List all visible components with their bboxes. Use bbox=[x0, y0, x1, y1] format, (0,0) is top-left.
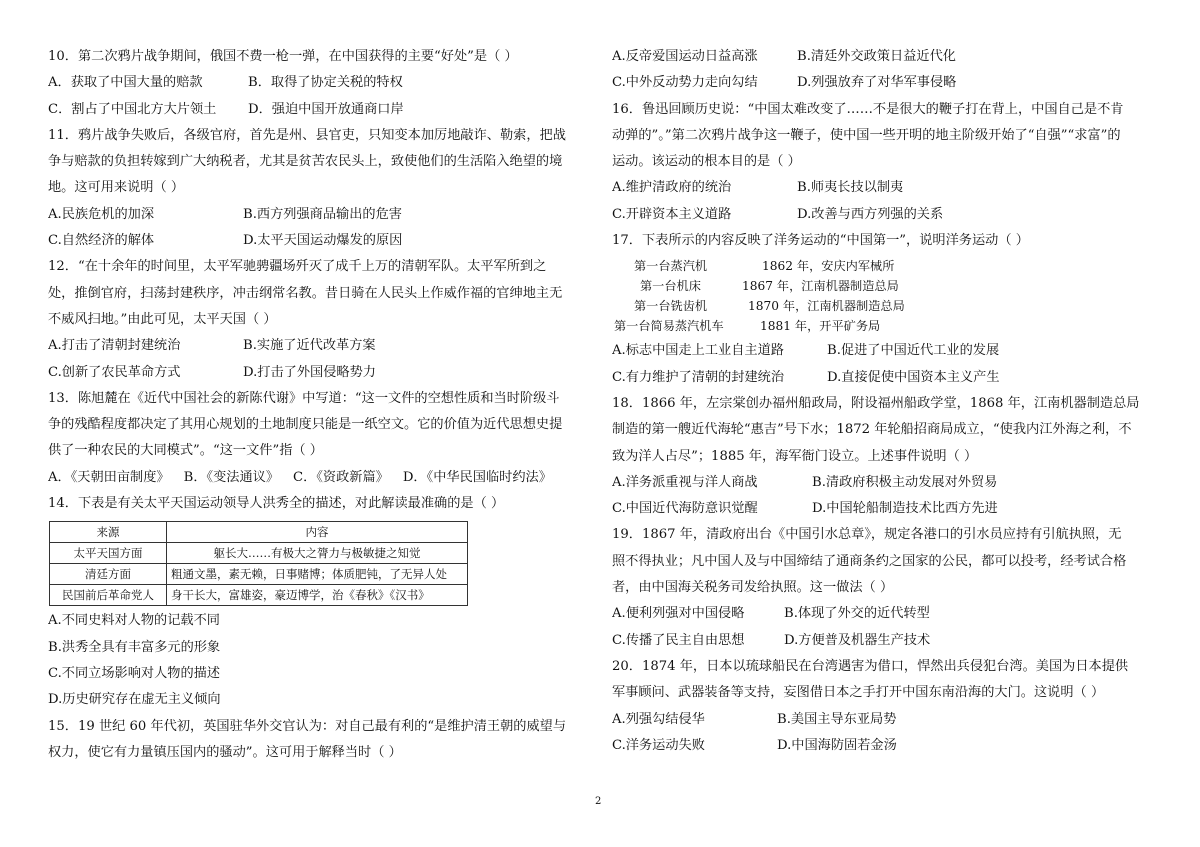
question-stem-line: 13．陈旭麓在《近代中国社会的新陈代谢》中写道：“这一文件的空想性质和当时阶级斗 bbox=[48, 390, 560, 406]
option-a: A．《天朝田亩制度》 bbox=[48, 469, 170, 485]
question-stem-line: 供了一种农民的大同模式”。“这一文件”指（ ） bbox=[48, 443, 323, 459]
question-stem-line: 争的残酷程度都决定了其用心规划的土地制度只能是一纸空文。它的价值为近代思想史提 bbox=[48, 417, 563, 433]
question-stem-line: 动弹的”。”第二次鸦片战争这一鞭子，使中国一些开明的地主阶级开始了“自强”“求富”的 bbox=[612, 127, 1121, 143]
option-row bbox=[612, 628, 1152, 654]
question-stem-line: 运动。该运动的根本目的是（ ） bbox=[612, 154, 801, 170]
question-stem-line: 处，推倒官府，扫荡封建秩序，冲击纲常名教。昔日骑在人民头上作威作福的官绅地主无 bbox=[48, 285, 563, 301]
option-a: A.便利列强对中国侵略 bbox=[612, 606, 745, 622]
question-stem-line: 15．19 世纪 60 年代初，英国驻华外交官认为：对自己最有利的“是维护清王朝的威望与 bbox=[48, 718, 567, 734]
option-b: B.清廷外交政策日益近代化 bbox=[797, 49, 956, 64]
option-d: D.中国轮船制造技术比西方先进 bbox=[812, 501, 998, 517]
list-item-name: 第一台蒸汽机 bbox=[634, 259, 708, 274]
list-item bbox=[612, 296, 1152, 316]
option-b: B.促进了中国近代工业的发展 bbox=[827, 343, 1000, 359]
option-row bbox=[612, 338, 1152, 364]
list-item bbox=[612, 256, 1152, 276]
option-d: D．《中华民国临时约法》 bbox=[402, 469, 552, 485]
question-15 bbox=[48, 714, 588, 767]
option-row bbox=[48, 202, 588, 228]
question-18 bbox=[612, 391, 1152, 522]
option-row bbox=[48, 228, 588, 254]
page-number: 2 bbox=[595, 796, 602, 807]
list-item-info: 1867 年，江南机器制造总局 bbox=[742, 279, 899, 294]
option-row bbox=[612, 707, 1152, 733]
table-row bbox=[50, 543, 468, 564]
list-item-name: 第一台铣齿机 bbox=[634, 299, 708, 314]
option-row bbox=[48, 465, 588, 491]
question-stem: 17．下表所示的内容反映了洋务运动的“中国第一”，说明洋务运动（ ） bbox=[612, 233, 1029, 249]
option-b: B.体现了外交的近代转型 bbox=[784, 606, 930, 622]
question-stem-line: 18．1866 年，左宗棠创办福州船政局，附设福州船政学堂，1868 年，江南机器制造总局 bbox=[612, 395, 1140, 411]
option-d: D.列强放弃了对华军事侵略 bbox=[797, 75, 957, 91]
option-c: C.中国近代海防意识觉醒 bbox=[612, 501, 758, 517]
option-row bbox=[612, 44, 1152, 70]
option-d: D．强迫中国开放通商口岸 bbox=[248, 101, 404, 117]
option-row bbox=[612, 496, 1152, 522]
table-row bbox=[50, 585, 468, 606]
question-stem-line: 不威风扫地。”由此可见，太平天国（ ） bbox=[48, 311, 277, 327]
option-a: A.民族危机的加深 bbox=[48, 206, 155, 222]
question-14 bbox=[48, 491, 588, 713]
question-stem-line: 16．鲁迅回顾历史说：“中国太难改变了……不是很大的鞭子打在背上，中国自己是不肯 bbox=[612, 101, 1124, 117]
question-stem-line: 权力，使它有力量镇压国内的骚动”。这可用于解释当时（ ） bbox=[48, 744, 402, 760]
question-20 bbox=[612, 654, 1152, 759]
list-item bbox=[612, 276, 1152, 296]
option-row bbox=[612, 365, 1152, 391]
table-header: 来源 bbox=[50, 522, 167, 543]
question-stem: 10．第二次鸦片战争期间，俄国不费一枪一弹，在中国获得的主要“好处”是（ ） bbox=[48, 49, 518, 64]
right-column bbox=[612, 44, 1152, 759]
option-d: D.历史研究存在虚无主义倾向 bbox=[48, 692, 221, 708]
question-stem-line: 争与赔款的负担转嫁到广大纳税者，尤其是贫苦农民头上，致使他们的生活陷入绝望的境 bbox=[48, 154, 563, 170]
option-row bbox=[612, 175, 1152, 201]
option-c: C．《资政新篇》 bbox=[293, 469, 389, 485]
table-header-row bbox=[50, 522, 468, 543]
option-row bbox=[612, 470, 1152, 496]
question-stem-line: 照不得执业；凡中国人及与中国缔结了通商条约之国家的公民，都可以投考，经考试合格 bbox=[612, 553, 1127, 569]
option-c: C.自然经济的解体 bbox=[48, 233, 155, 249]
question-stem-line: 12．“在十余年的时间里，太平军驰骋疆场歼灭了成千上万的清朝军队。太平军所到之 bbox=[48, 259, 547, 275]
option-a: A.标志中国走上工业自主道路 bbox=[612, 343, 784, 359]
option-c: C.不同立场影响对人物的描述 bbox=[48, 665, 221, 681]
option-a: A.列强勾结侵华 bbox=[612, 711, 705, 727]
option-c: C.传播了民主自由思想 bbox=[612, 632, 745, 648]
option-row bbox=[48, 333, 588, 359]
question-stem: 14．下表是有关太平天国运动领导人洪秀全的描述，对此解读最准确的是（ ） bbox=[48, 496, 505, 512]
table-cell: 躯长大……有极大之膂力与极敏捷之知觉 bbox=[167, 543, 468, 564]
option-b: B.师夷长技以制夷 bbox=[797, 180, 904, 196]
option-d: D.改善与西方列强的关系 bbox=[797, 206, 944, 222]
option-c: C．割占了中国北方大片领土 bbox=[48, 101, 217, 117]
firsts-list bbox=[612, 256, 1152, 336]
option-c: C.创新了农民革命方式 bbox=[48, 364, 181, 380]
question-stem-line: 20．1874 年，日本以琉球船民在台湾遇害为借口，悍然出兵侵犯台湾。美国为日本提供 bbox=[612, 658, 1129, 674]
table-header: 内容 bbox=[167, 522, 468, 543]
left-column bbox=[48, 44, 588, 766]
option-d: D.方便普及机器生产技术 bbox=[784, 632, 931, 648]
option-c: C.洋务运动失败 bbox=[612, 737, 705, 753]
list-item-info: 1881 年，开平矿务局 bbox=[760, 319, 881, 334]
option-d: D.太平天国运动爆发的原因 bbox=[243, 233, 403, 249]
option-a: A.不同史料对人物的记载不同 bbox=[48, 613, 220, 629]
option-b: B．取得了协定关税的特权 bbox=[248, 75, 403, 91]
question-11 bbox=[48, 123, 588, 254]
option-b: B.实施了近代改革方案 bbox=[243, 338, 376, 354]
option-row bbox=[48, 70, 588, 96]
option-c: C.开辟资本主义道路 bbox=[612, 206, 732, 222]
option-c: C.中外反动势力走向勾结 bbox=[612, 75, 758, 91]
option-d: D.直接促使中国资本主义产生 bbox=[827, 369, 1000, 385]
question-15-options bbox=[612, 44, 1152, 97]
table-cell: 粗通文墨，素无赖，日事赌博；体质肥钝，了无异人处 bbox=[167, 564, 468, 585]
question-stem-line: 军事顾问、武器装备等支持，妄图借日本之手打开中国东南沿海的大门。这说明（ ） bbox=[612, 685, 1105, 701]
table-cell: 身干长大，富雄姿，豪迈博学，治《春秋》《汉书》 bbox=[167, 585, 468, 606]
question-stem-line: 者，由中国海关税务司发给执照。这一做法（ ） bbox=[612, 580, 894, 596]
table-cell: 太平天国方面 bbox=[50, 543, 167, 564]
question-stem-line: 19．1867 年，清政府出台《中国引水总章》，规定各港口的引水员应持有引航执照，无 bbox=[612, 527, 1122, 543]
option-row bbox=[612, 601, 1152, 627]
option-b: B.洪秀全具有丰富多元的形象 bbox=[48, 639, 221, 655]
question-13 bbox=[48, 386, 588, 491]
source-table bbox=[49, 521, 468, 606]
option-row bbox=[48, 360, 588, 386]
question-17 bbox=[612, 228, 1152, 391]
list-item-info: 1870 年，江南机器制造总局 bbox=[748, 299, 905, 314]
option-a: A.维护清政府的统治 bbox=[612, 180, 732, 196]
list-item-name: 第一台机床 bbox=[640, 279, 701, 294]
option-b: B．《变法通议》 bbox=[183, 469, 280, 485]
option-row bbox=[48, 97, 588, 123]
list-item-name: 第一台简易蒸汽机车 bbox=[614, 319, 724, 334]
question-19 bbox=[612, 522, 1152, 653]
option-d: D.中国海防固若金汤 bbox=[777, 737, 897, 753]
option-row bbox=[612, 202, 1152, 228]
question-10 bbox=[48, 44, 588, 123]
question-stem-line: 11．鸦片战争失败后，各级官府，首先是州、县官吏，只知变本加厉地敲诈、勒索，把战 bbox=[48, 127, 566, 143]
option-d: D.打击了外国侵略势力 bbox=[243, 364, 376, 380]
option-b: B.清政府积极主动发展对外贸易 bbox=[812, 474, 998, 490]
table-cell: 民国前后革命党人 bbox=[50, 585, 167, 606]
option-row bbox=[612, 733, 1152, 759]
list-item bbox=[612, 316, 1152, 336]
option-a: A.反帝爱国运动日益高涨 bbox=[612, 49, 758, 64]
question-16 bbox=[612, 97, 1152, 228]
question-stem-line: 制造的第一艘近代海轮“惠吉”号下水；1872 年轮船招商局成立，“使我内江外海之利，不 bbox=[612, 422, 1132, 438]
option-a: A.洋务派重视与洋人商战 bbox=[612, 474, 758, 490]
option-a: A．获取了中国大量的赔款 bbox=[48, 75, 203, 91]
list-item-info: 1862 年，安庆内军械所 bbox=[762, 259, 895, 274]
option-a: A.打击了清朝封建统治 bbox=[48, 338, 181, 354]
question-stem-line: 地。这可用来说明（ ） bbox=[48, 180, 185, 196]
table-cell: 清廷方面 bbox=[50, 564, 167, 585]
option-b: B.西方列强商品输出的危害 bbox=[243, 206, 402, 222]
question-stem-line: 致为洋人占尽”；1885 年，海军衙门设立。上述事件说明（ ） bbox=[612, 448, 978, 464]
question-12 bbox=[48, 254, 588, 385]
option-c: C.有力维护了清朝的封建统治 bbox=[612, 369, 785, 385]
option-row bbox=[612, 70, 1152, 96]
table-row bbox=[50, 564, 468, 585]
option-b: B.美国主导东亚局势 bbox=[777, 711, 897, 727]
